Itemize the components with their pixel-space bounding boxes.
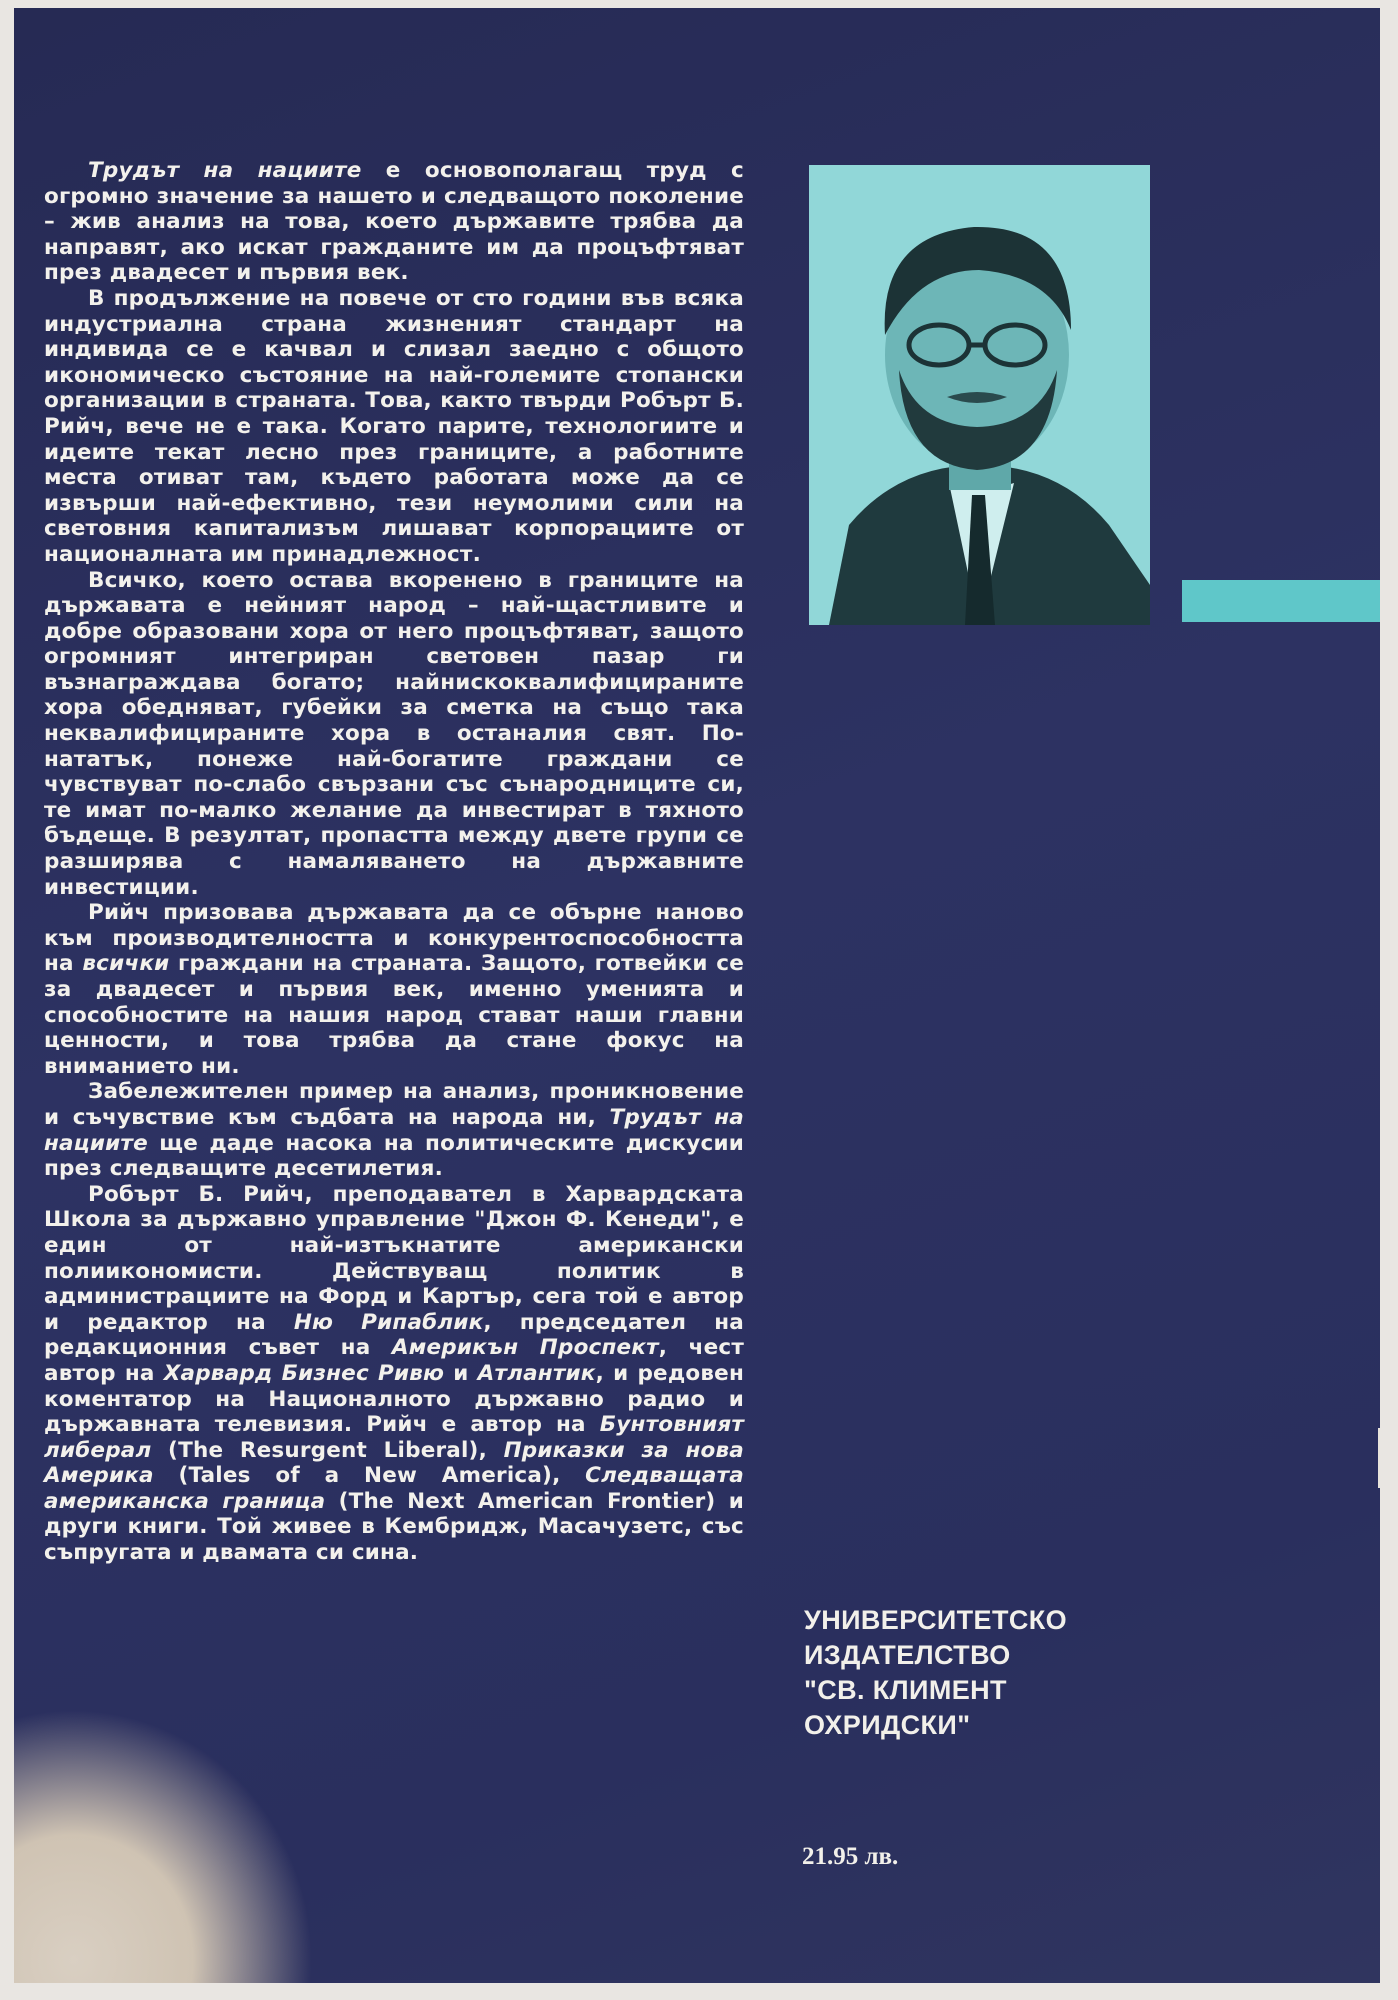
blurb-text xyxy=(44,158,744,1566)
text-run: Робърт Б. Рийч, преподавател в Харвардската Школа за държавно управление "Джон Ф. Кенеди", е един от най-изтъкнатите американски полиикономисти. Действуващ политик в администрациите на Форд и Картър, сега той е автор и редактор на xyxy=(44,1181,744,1335)
text-run: ще даде насока на политическите дискусии през следващите десетилетия. xyxy=(44,1130,744,1182)
italic-title: Приказки за нова Америка xyxy=(44,1437,745,1489)
italic-title: Харвард Бизнес Ривю xyxy=(163,1360,445,1386)
blurb-paragraph xyxy=(44,568,744,901)
text-run: Рийч призовава държавата да се обърне наново към производителността и конкурентоспособността на xyxy=(44,900,744,977)
blurb-paragraph xyxy=(44,1079,744,1181)
publisher-line: ИЗДАТЕЛСТВО xyxy=(804,1640,1011,1670)
text-run: , председател на редакционния съвет на xyxy=(44,1309,744,1361)
price-label: 21.95 лв. xyxy=(802,1843,899,1870)
blurb-paragraph xyxy=(44,286,744,568)
publisher-line: УНИВЕРСИТЕТСКО xyxy=(804,1605,1068,1635)
text-run: , чест автор на xyxy=(44,1335,744,1386)
publisher-line: ОХРИДСКИ" xyxy=(804,1710,971,1740)
publisher-line: "СВ. КЛИМЕНТ xyxy=(804,1675,1007,1705)
text-run: (Tales of a New America), xyxy=(153,1463,586,1489)
text-run: (The Resurgent Liberal), xyxy=(151,1437,504,1463)
text-run: (The Next American Frontier) и други книги. Той живее в Кембридж, Масачузетс, със съпругата и двамата си сина. xyxy=(44,1488,744,1566)
text-run: е основополагащ труд с огромно значение за нашето и следващото поколение – жив анализ на това, което държавите трябва да направят, ако искат гражданите им да процъфтяват през двадесет и първия век. xyxy=(44,158,744,286)
text-run: граждани на страната. Защото, готвейки се за двадесет и първия век, именно уменията и способностите на нашия народ стават наши главни ценности, и това трябва да стане фокус на вниманието ни. xyxy=(44,951,744,1079)
blurb-paragraph xyxy=(44,1182,744,1566)
italic-title: всички xyxy=(82,951,170,977)
worn-corner xyxy=(14,1708,314,1983)
text-run: Всичко, което остава вкоренено в границите на държавата е нейният народ – най-щастливите и добре образовани хора от него процъфтяват, защото огромният интегриран световен пазар ги възнаграждава богато; найнискоквалифицираните хора обедняват, губейки за сметка на също така неквалифицираните хора в останалия свят. По-нататък, понеже най-богатите граждани се чувствуват по-слабо свързани със сънародниците си, те имат по-малко желание да инвестират в тяхното бъдеще. В резултат, пропастта между двете групи се разширява с намаляването на държавните инвестиции. xyxy=(44,567,744,900)
italic-title: Атлантик xyxy=(477,1360,596,1386)
text-run: В продължение на повече от сто години във всяка индустриална страна жизненият стандарт на индивида се е качвал и слизал заедно с общото икономическо състояние на най-големите стопански организации в страната. Това, както твърди Робърт Б. Рийч, вече не е така. Когато парите, технологиите и идеите текат лесно през границите, а работните места отиват там, където работата може да се извърши най-ефективно, тези неумолими сили на световния капитализъм лишават корпорациите от националната им принадлежност. xyxy=(44,285,744,567)
text-run: Забележителен пример на анализ, проникновение и съчувствие към съдбата на народа ни, xyxy=(44,1079,744,1130)
author-photo xyxy=(809,165,1150,625)
text-run: , и редовен коментатор на Националното държавно радио и държавната телевизия. Рийч е автор на xyxy=(44,1360,744,1438)
publisher-block xyxy=(804,1603,1144,1743)
blurb-paragraph xyxy=(44,158,744,286)
italic-title: Ню Рипаблик xyxy=(293,1309,484,1335)
italic-title: Америкън Проспект xyxy=(391,1335,659,1361)
accent-bar xyxy=(1182,580,1380,622)
author-portrait-image xyxy=(809,165,1150,625)
page-edge-tab xyxy=(1378,1428,1380,1488)
text-run: и xyxy=(444,1360,478,1386)
italic-title: Бунтовният либерал xyxy=(44,1412,744,1463)
italic-title: Трудът на нациите xyxy=(88,158,362,183)
italic-title: Следващата американска граница xyxy=(44,1463,744,1514)
back-cover xyxy=(14,8,1380,1983)
italic-title: Трудът на нациите xyxy=(44,1104,744,1156)
blurb-paragraph xyxy=(44,900,744,1079)
